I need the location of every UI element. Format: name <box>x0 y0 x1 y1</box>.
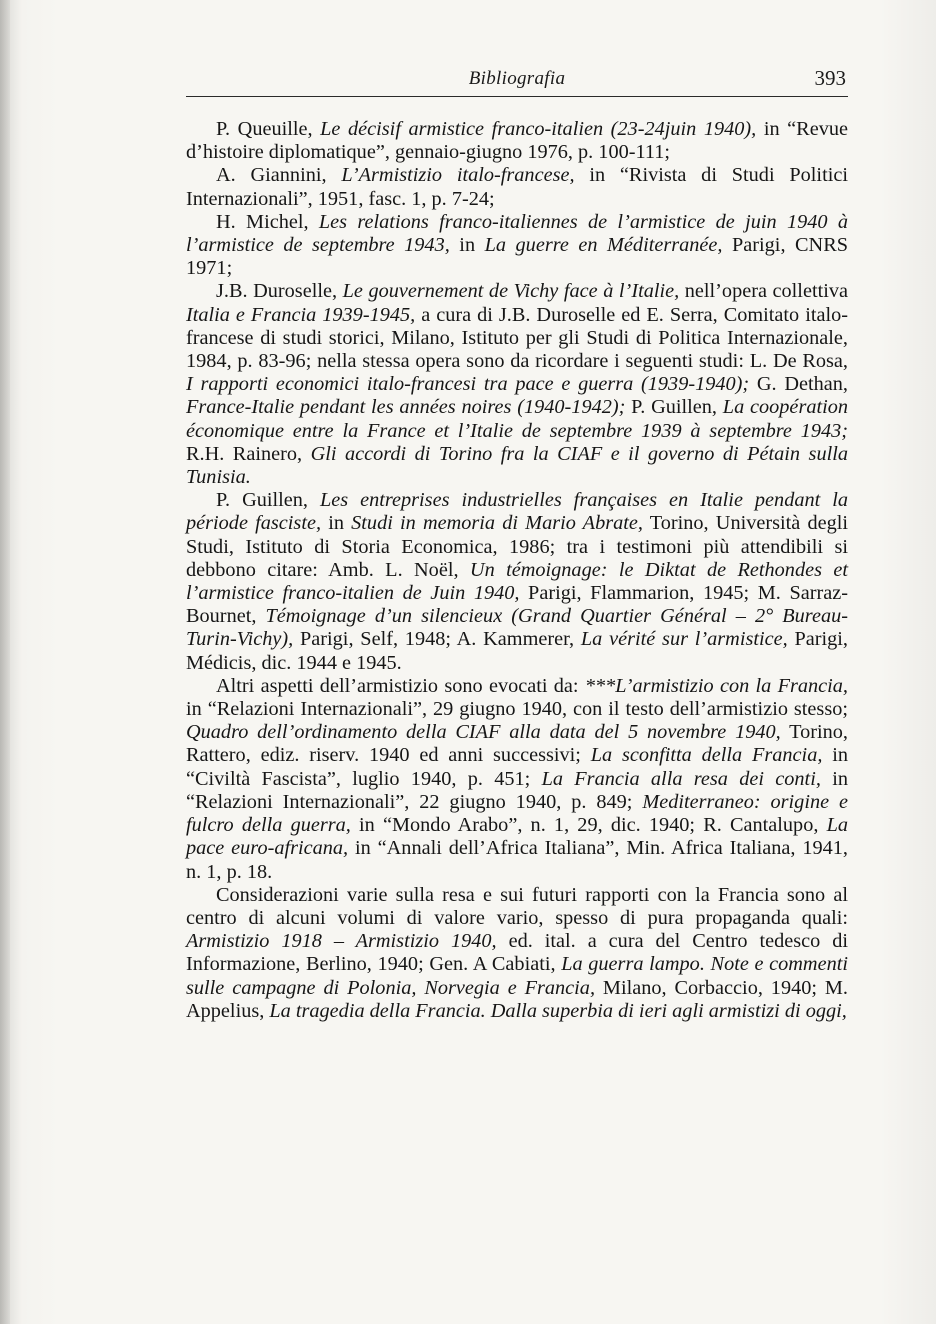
text-run: Torino, Rattero, ediz. riserv. 1940 ed anni successivi; <box>186 721 849 767</box>
bibliography-entry <box>186 118 848 164</box>
text-run: Milano, Corbaccio, 1940; M. Appelius, <box>186 976 849 1022</box>
text-run: Altri aspetti dell’armistizio sono evocati da: <box>216 674 585 697</box>
italic-title-run: La coopération économique entre la France et l’Italie de septembre 1939 à septembre 1943; <box>186 396 849 442</box>
italic-title-run: I rapporti economici italo-francesi tra pace e guerra (1939-1940); <box>186 373 750 396</box>
italic-title-run: ***L’armistizio con la Francia, <box>584 674 848 697</box>
text-run: in “Revue d’histoire diplomatique”, gennaio-giugno 1976, p. 100-111; <box>186 118 848 164</box>
text-run: in “Relazioni Internazionali”, 29 giugno 1940, con il testo dell’armistizio stesso; <box>186 698 848 721</box>
text-run: in <box>449 234 485 257</box>
page-number: 393 <box>814 66 846 90</box>
text-run: P. Guillen, <box>625 396 723 419</box>
bibliography-entry <box>186 211 848 281</box>
text-run: P. Queuille, <box>216 118 321 140</box>
text-run: Parigi, Médicis, dic. 1944 e 1945. <box>186 628 848 674</box>
italic-title-run: La guerre en Méditerranée, <box>484 234 723 257</box>
text-run: in “Relazioni Internazionali”, 22 giugno 1940, p. 849; <box>186 767 848 813</box>
text-run: Parigi, Flammarion, 1945; M. Sarraz-Bournet, <box>186 582 848 628</box>
text-run: in “Civiltà Fascista”, luglio 1940, p. 451; <box>186 744 849 790</box>
italic-title-run: La tragedia della Francia. Dalla superbia di ieri agli armistizi di oggi, <box>269 999 847 1022</box>
text-run: Parigi, CNRS 1971; <box>186 234 849 280</box>
bibliography-entry <box>186 489 848 675</box>
text-run: H. Michel, <box>216 210 319 233</box>
text-run: in “Mondo Arabo”, n. 1, 29, dic. 1940; R. Cantalupo, <box>350 814 827 837</box>
text-run: in <box>321 512 352 535</box>
italic-title-run: Quadro dell’ordinamento della CIAF alla data del 5 novembre 1940, <box>186 721 781 744</box>
page-spine-shadow <box>0 0 10 1324</box>
text-run: in “Annali dell’Africa Italiana”, Min. Africa Italiana, 1941, n. 1, p. 18. <box>186 837 848 883</box>
text-run: R.H. Rainero, <box>186 442 311 465</box>
text-run: Parigi, Self, 1948; A. Kammerer, <box>293 628 581 651</box>
italic-title-run: L’Armistizio italo-francese, <box>341 164 575 187</box>
text-run: P. Guillen, <box>216 489 320 512</box>
italic-title-run: Armistizio 1918 – Armistizio 1940, <box>186 930 497 953</box>
italic-title-run: Le décisif armistice franco-italien (23-24juin 1940), <box>320 118 757 140</box>
italic-title-run: La Francia alla resa dei conti, <box>541 767 821 790</box>
text-run: a cura di J.B. Duroselle ed E. Serra, Comitato italo-francese di studi storici, Milano, Istituto per gli Studi di Politica Internazionale, 1984, p. 83-96; nella stessa opera sono da ricordare i seguenti studi: L. De Rosa, <box>186 303 848 373</box>
italic-title-run: Le gouvernement de Vichy face à l’Italie, <box>342 280 680 303</box>
italic-title-run: Gli accordi di Torino fra la CIAF e il governo di Pétain sulla Tunisia. <box>186 442 848 489</box>
italic-title-run: La sconfitta della Francia, <box>590 744 823 767</box>
italic-title-run: Les entreprises industrielles françaises en Italie pendant la période fasciste, <box>186 489 848 535</box>
italic-title-run: Un témoignage: le Diktat de Rethondes et l’armistice franco-italien de Juin 1940, <box>186 558 848 605</box>
text-run: in “Rivista di Studi Politici Internazionali”, 1951, fasc. 1, p. 7-24; <box>186 164 848 210</box>
bibliography-entry <box>186 164 848 210</box>
text-run: J.B. Duroselle, <box>216 280 343 303</box>
running-title: Bibliografia <box>468 68 566 89</box>
italic-title-run: La vérité sur l’armistice, <box>580 628 788 651</box>
text-run: ed. ital. a cura del Centro tedesco di Informazione, Berlino, 1940; Gen. A Cabiati, <box>186 930 848 976</box>
italic-title-run: Italia e Francia 1939-1945, <box>186 303 416 326</box>
text-run: G. Dethan, <box>749 373 848 396</box>
italic-title-run: Les relations franco-italiennes de l’armistice de juin 1940 à l’armistice de septembre 1943, <box>186 210 848 257</box>
italic-title-run: La pace euro-africana, <box>186 814 848 860</box>
header-rule <box>186 96 848 97</box>
italic-title-run: Témoignage d’un silencieux (Grand Quartier Général – 2° Bureau-Turin-Vichy), <box>186 605 848 651</box>
bibliography-entry <box>186 675 848 884</box>
text-run: Torino, Università degli Studi, Istituto di Storia Economica, 1986; tra i testimoni più attendibili si debbono citare: Amb. L. Noël, <box>186 512 848 581</box>
italic-title-run: La guerra lampo. Note e commenti sulle campagne di Polonia, Norvegia e Francia, <box>186 953 848 999</box>
text-run: A. Giannini, <box>216 164 342 187</box>
page-header <box>186 66 848 96</box>
bibliography-entry <box>186 280 848 489</box>
text-run: Considerazioni varie sulla resa e sui futuri rapporti con la Francia sono al centro di alcuni volumi di valore vario, spesso di pura propaganda quali: <box>186 883 848 929</box>
bibliography-entry <box>186 884 848 1023</box>
text-run: nell’opera collettiva <box>679 280 848 303</box>
bibliography-text <box>186 118 848 1023</box>
italic-title-run: Mediterraneo: origine e fulcro della guerra, <box>186 790 849 837</box>
italic-title-run: Studi in memoria di Mario Abrate, <box>351 512 643 535</box>
italic-title-run: France-Italie pendant les années noires (1940-1942); <box>186 396 626 419</box>
